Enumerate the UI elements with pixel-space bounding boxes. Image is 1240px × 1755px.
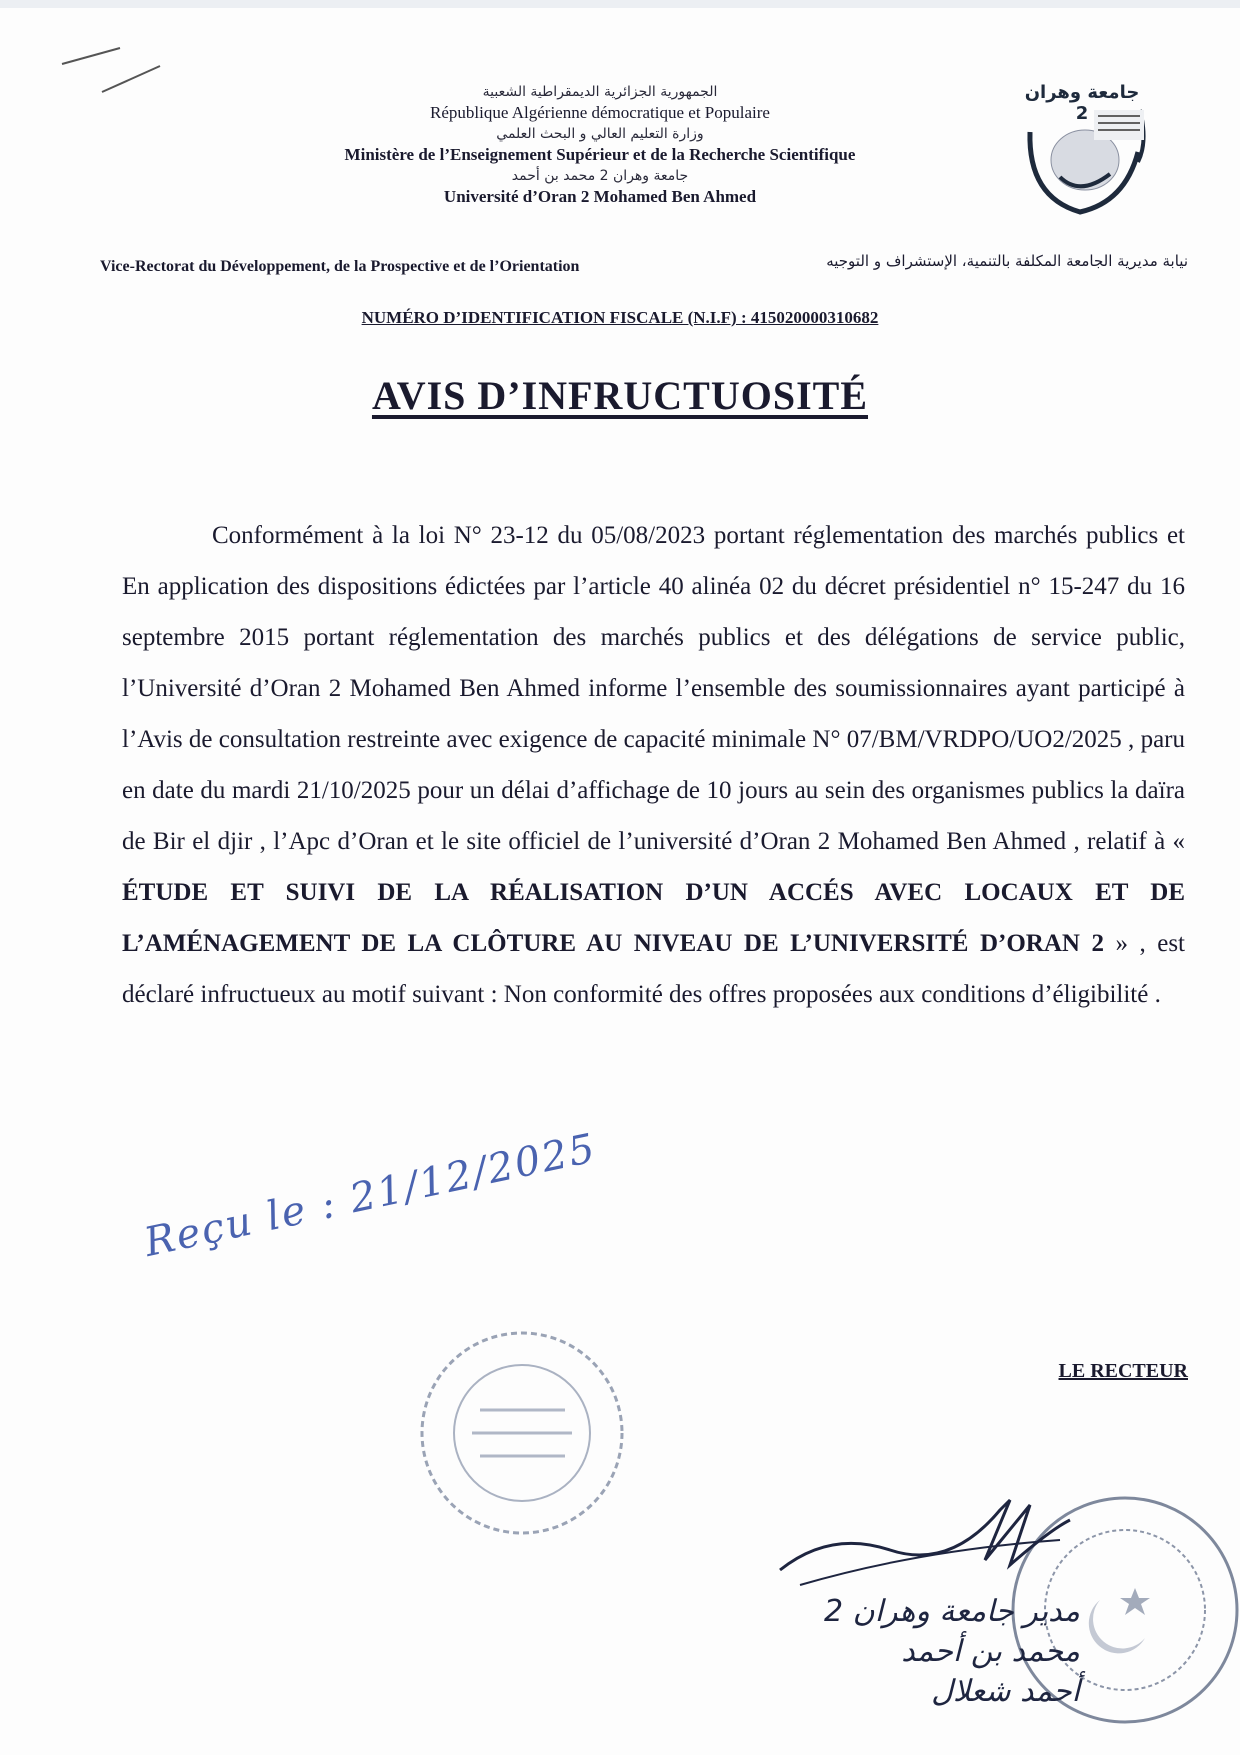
recteur-text: LE RECTEUR [1058, 1360, 1188, 1382]
signatory-block [824, 1592, 1080, 1712]
letterhead [260, 82, 940, 208]
signatory-title [1059, 1360, 1188, 1383]
nif-text: NUMÉRO D’IDENTIFICATION FISCALE (N.I.F) : 415020000310682 [361, 308, 879, 327]
logo-text: جامعة وهران 2 [1024, 82, 1140, 124]
header-fr-republic: République Algérienne démocratique et Populaire [430, 103, 770, 122]
handwritten-received-note: Reçu le : 21/12/2025 [140, 1125, 601, 1266]
header-ar-ministry: وزارة التعليم العالي و البحث العلمي [496, 126, 704, 142]
signatory-line3: أحمد شعلال [931, 1674, 1080, 1709]
body-part2: » , est déclaré infructueux au motif suivant : Non conformité des offres proposées aux conditions d’éligibilité . [122, 930, 1185, 1008]
body-part1: Conformément à la loi N° 23-12 du 05/08/2023 portant réglementation des marchés publics et En application des dispositions édictées par l’article 40 alinéa 02 du décret présidentiel n° 15-247 du 16 septembre 2015 portant réglementation des marchés publics et des délégations de service public, l’Université d’Oran 2 Mohamed Ben Ahmed informe l’ensemble des soumissionnaires ayant participé à l’Avis de consultation restreinte avec exigence de capacité minimale N° 07/BM/VRDPO/UO2/2025 , paru en date du mardi 21/10/2025 pour un délai d’affichage de 10 jours au sein des organismes publics la daïra de Bir el djir , l’Apc d’Oran et le site officiel de l’université d’Oran 2 Mohamed Ben Ahmed , relatif à « [122, 522, 1185, 855]
document-title [0, 372, 1240, 419]
title-text: AVIS D’INFRUCTUOSITÉ [371, 373, 869, 418]
nif-line [0, 308, 1240, 328]
pen-marks [60, 40, 190, 110]
signatory-line1: مدير جامعة وهران 2 [824, 1594, 1080, 1629]
signatory-line2: محمد بن أحمد [901, 1634, 1080, 1669]
header-fr-university: Université d’Oran 2 Mohamed Ben Ahmed [443, 187, 757, 206]
vice-rectorat-fr: Vice-Rectorat du Développement, de la Prospective et de l’Orientation [100, 258, 580, 275]
vice-rectorat-ar: نيابة مديرية الجامعة المكلفة بالتنمية، الإستشراف و التوجيه [826, 252, 1188, 270]
body-paragraph [122, 510, 1185, 1020]
signature-mark [770, 1490, 1090, 1600]
scan-edge [0, 0, 1240, 8]
received-stamp-icon [410, 1315, 640, 1555]
header-ar-university: جامعة وهران 2 محمد بن أحمد [511, 168, 689, 184]
university-logo [1010, 82, 1160, 222]
logo-emblem-icon [1010, 82, 1160, 222]
header-fr-ministry: Ministère de l’Enseignement Supérieur et de la Recherche Scientifique [344, 145, 856, 164]
body-subject: ÉTUDE ET SUIVI DE LA RÉALISATION D’UN ACCÉS AVEC LOCAUX ET DE L’AMÉNAGEMENT DE LA CLÔTURE AU NIVEAU DE L’UNIVERSITÉ D’ORAN 2 [122, 879, 1185, 957]
header-ar-republic: الجمهورية الجزائرية الديمقراطية الشعبية [482, 84, 718, 100]
